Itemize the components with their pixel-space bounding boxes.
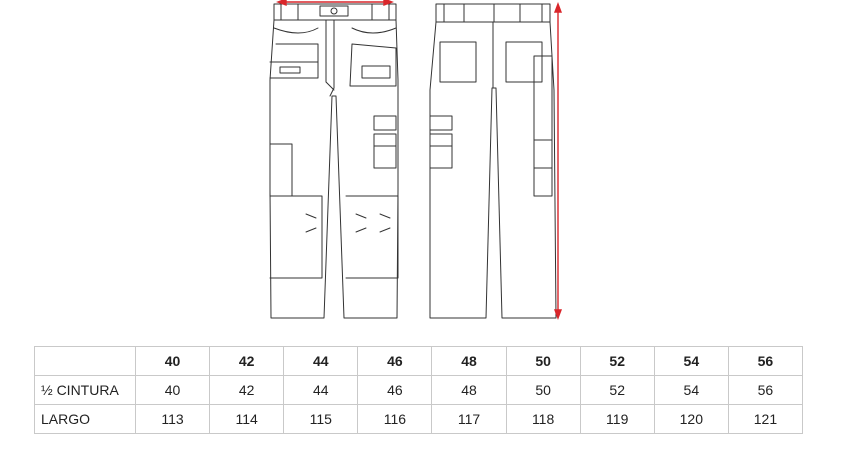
measurement-arrows <box>278 0 561 318</box>
back-view-trousers <box>430 4 556 318</box>
row-label: LARGO <box>35 405 136 434</box>
size-header: 44 <box>284 347 358 376</box>
front-view-trousers <box>270 4 398 318</box>
table-cell: 113 <box>136 405 210 434</box>
size-header: 48 <box>432 347 506 376</box>
size-header: 52 <box>580 347 654 376</box>
table-cell: 50 <box>506 376 580 405</box>
table-cell: 114 <box>210 405 284 434</box>
table-row-length <box>35 405 803 434</box>
table-cell: 56 <box>728 376 802 405</box>
table-cell: 119 <box>580 405 654 434</box>
table-cell: 120 <box>654 405 728 434</box>
table-cell: 115 <box>284 405 358 434</box>
table-cell: 121 <box>728 405 802 434</box>
table-cell: 46 <box>358 376 432 405</box>
table-cell: 42 <box>210 376 284 405</box>
size-header-row <box>35 347 803 376</box>
row-label: ½ CINTURA <box>35 376 136 405</box>
size-header: 56 <box>728 347 802 376</box>
size-header: 54 <box>654 347 728 376</box>
table-cell: 54 <box>654 376 728 405</box>
table-cell: 52 <box>580 376 654 405</box>
size-header: 46 <box>358 347 432 376</box>
table-row-half-waist <box>35 376 803 405</box>
size-chart-table <box>34 346 803 434</box>
table-cell: 40 <box>136 376 210 405</box>
table-cell: 116 <box>358 405 432 434</box>
table-cell: 44 <box>284 376 358 405</box>
table-cell: 48 <box>432 376 506 405</box>
table-cell: 117 <box>432 405 506 434</box>
size-header: 40 <box>136 347 210 376</box>
size-header: 42 <box>210 347 284 376</box>
table-corner-cell <box>35 347 136 376</box>
size-header: 50 <box>506 347 580 376</box>
table-cell: 118 <box>506 405 580 434</box>
